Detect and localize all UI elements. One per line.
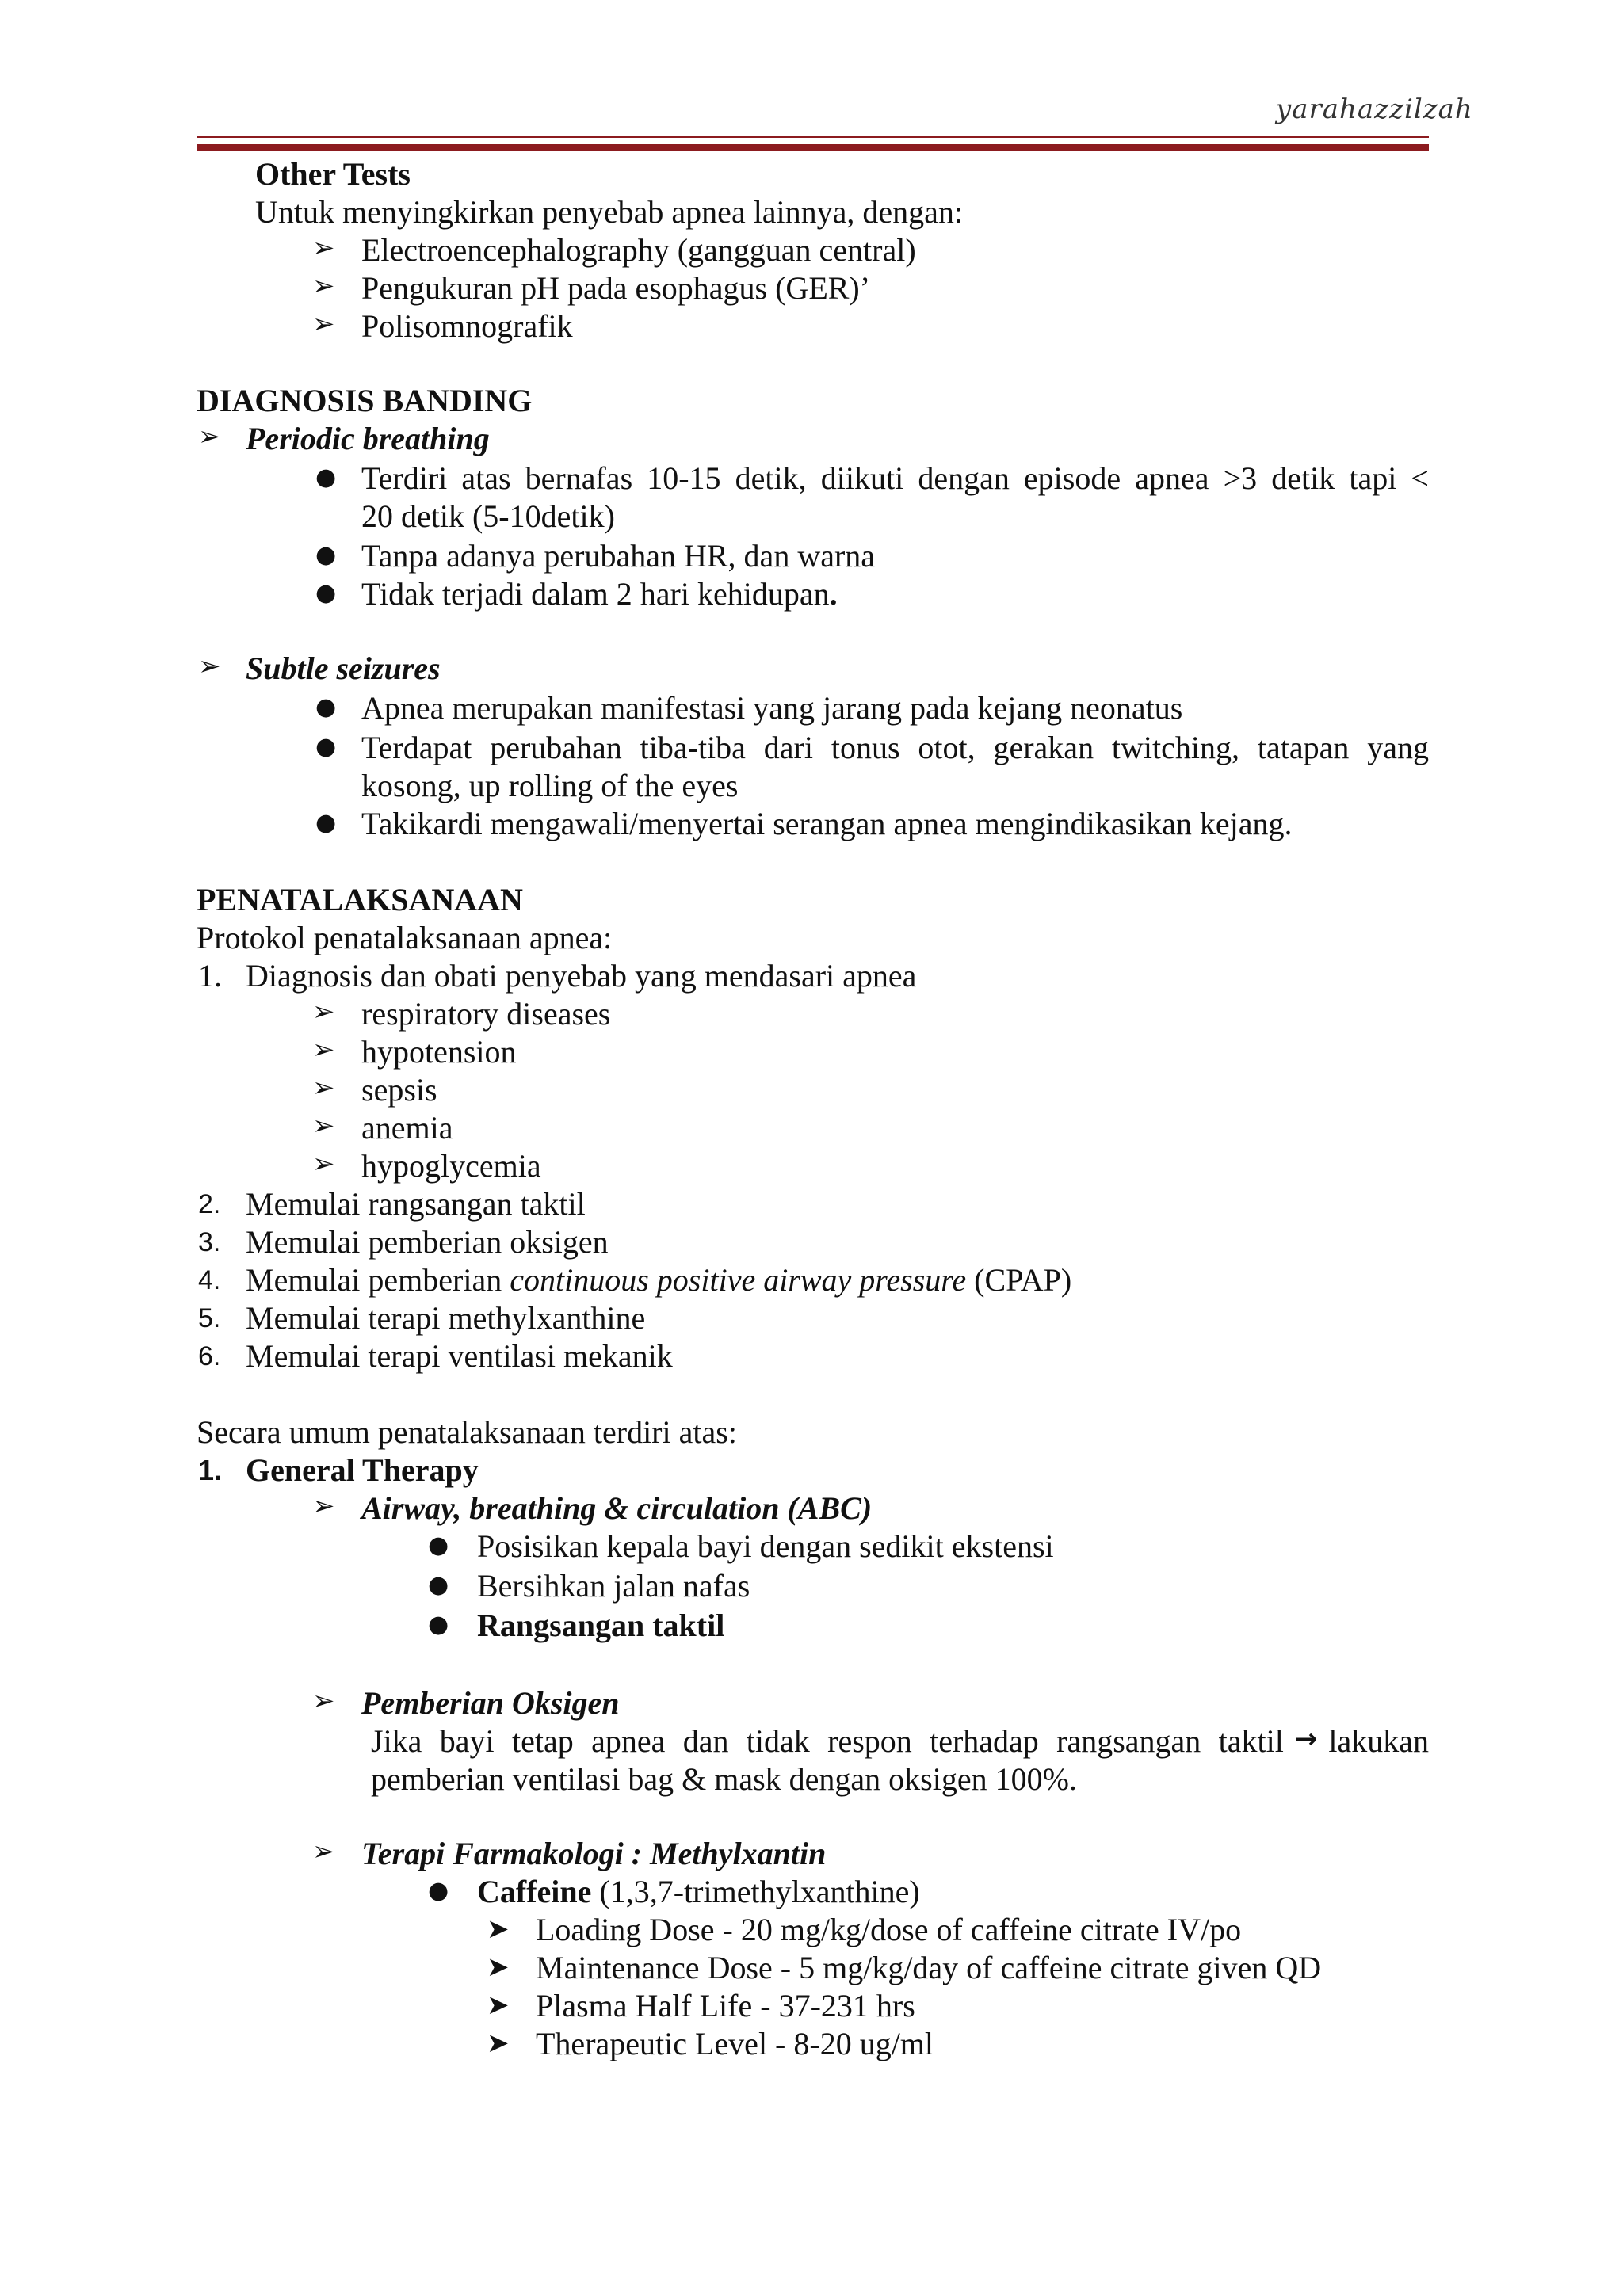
arrow-bullet-icon: ➢ — [312, 308, 335, 340]
arrow-bullet-icon: ➢ — [198, 421, 221, 452]
caffeine-detail: Plasma Half Life - 37-231 hrs — [536, 1988, 915, 2023]
step-text: Memulai rangsangan taktil — [246, 1186, 586, 1222]
oksigen-line-1: Jika bayi tetap apnea dan tidak respon terhadap rangsangan taktil → lakukan — [371, 1723, 1429, 1759]
other-tests-intro: Untuk menyingkirkan penyebab apnea lainnya, dengan: — [255, 194, 964, 230]
triangle-arrow-icon: ➤ — [487, 1913, 510, 1945]
general-therapy-title: General Therapy — [246, 1452, 479, 1488]
step-text: Memulai pemberian continuous positive airway pressure (CPAP) — [246, 1262, 1072, 1298]
bullet-icon: ● — [315, 809, 337, 837]
cause-item: anemia — [361, 1110, 453, 1146]
step-number: 6. — [198, 1341, 221, 1371]
arrow-bullet-icon: ➢ — [312, 232, 335, 264]
abc-title: Airway, breathing & circulation (ABC) — [361, 1490, 873, 1526]
arrow-bullet-icon: ➢ — [312, 1148, 335, 1180]
bullet-icon: ● — [315, 733, 337, 761]
other-tests-heading: Other Tests — [255, 156, 411, 192]
bullet-icon: ● — [428, 1571, 449, 1599]
penatalaksanaan-heading: PENATALAKSANAAN — [197, 882, 523, 917]
bullet-icon: ● — [315, 541, 337, 569]
arrow-bullet-icon: ➢ — [312, 270, 335, 302]
arrow-bullet-icon: ➢ — [198, 650, 221, 682]
bullet-icon: ● — [428, 1877, 449, 1905]
seizures-bullet-1: Apnea merupakan manifestasi yang jarang pada kejang neonatus — [361, 690, 1183, 726]
bullet-icon: ● — [428, 1531, 449, 1559]
header-author: yarahazzilzah — [1276, 93, 1473, 125]
other-tests-item: Pengukuran pH pada esophagus (GER)’ — [361, 270, 871, 306]
step-number: 1. — [198, 958, 222, 994]
step-text: Memulai pemberian oksigen — [246, 1224, 609, 1260]
arrow-bullet-icon: ➢ — [312, 996, 335, 1028]
abc-item: Bersihkan jalan nafas — [477, 1568, 750, 1604]
seizures-bullet-2-cont: kosong, up rolling of the eyes — [361, 768, 739, 803]
caffeine-detail: Maintenance Dose - 5 mg/kg/day of caffeine citrate given QD — [536, 1950, 1322, 1985]
step-text: Memulai terapi ventilasi mekanik — [246, 1338, 673, 1374]
cause-item: respiratory diseases — [361, 996, 611, 1032]
general-number: 1. — [198, 1454, 223, 1486]
seizures-bullet-2: Terdapat perubahan tiba-tiba dari tonus otot, gerakan twitching, tatapan yang — [361, 730, 1429, 765]
arrow-bullet-icon: ➢ — [312, 1072, 335, 1104]
diagnosis-banding-heading: DIAGNOSIS BANDING — [197, 383, 533, 418]
cause-item: sepsis — [361, 1072, 437, 1108]
arrow-bullet-icon: ➢ — [312, 1685, 335, 1717]
abc-item-bold: Rangsangan taktil — [477, 1608, 725, 1643]
oksigen-line-2: pemberian ventilasi bag & mask dengan oksigen 100%. — [371, 1761, 1077, 1797]
bullet-icon: ● — [428, 1611, 449, 1638]
arrow-bullet-icon: ➢ — [312, 1034, 335, 1066]
general-intro: Secara umum penatalaksanaan terdiri atas: — [197, 1414, 737, 1450]
step-1-text: Diagnosis dan obati penyebab yang mendasari apnea — [246, 958, 917, 994]
right-arrow-icon: → — [1294, 1723, 1318, 1755]
triangle-arrow-icon: ➤ — [487, 2027, 510, 2059]
step-number: 4. — [198, 1265, 221, 1295]
other-tests-item: Electroencephalography (gangguan central) — [361, 232, 916, 268]
arrow-bullet-icon: ➢ — [312, 1836, 335, 1867]
bullet-icon: ● — [315, 693, 337, 721]
bullet-icon: ● — [315, 463, 337, 491]
header-rule-thick — [197, 144, 1429, 151]
caffeine-item: Caffeine (1,3,7-trimethylxanthine) — [477, 1874, 920, 1909]
caffeine-detail: Therapeutic Level - 8-20 ug/ml — [536, 2026, 934, 2061]
seizures-bullet-3: Takikardi mengawali/menyertai serangan apnea mengindikasikan kejang. — [361, 806, 1293, 841]
penatalaksanaan-intro: Protokol penatalaksanaan apnea: — [197, 920, 613, 955]
periodic-bullet-3: Tidak terjadi dalam 2 hari kehidupan. — [361, 576, 838, 612]
triangle-arrow-icon: ➤ — [487, 1951, 510, 1983]
oksigen-title: Pemberian Oksigen — [361, 1685, 620, 1721]
cause-item: hypoglycemia — [361, 1148, 541, 1184]
abc-item: Posisikan kepala bayi dengan sedikit ekstensi — [477, 1528, 1054, 1564]
periodic-bullet-2: Tanpa adanya perubahan HR, dan warna — [361, 538, 876, 574]
other-tests-item: Polisomnografik — [361, 308, 573, 344]
triangle-arrow-icon: ➤ — [487, 1989, 510, 2021]
periodic-bullet-1: Terdiri atas bernafas 10-15 detik, diikuti dengan episode apnea >3 detik tapi < — [361, 460, 1429, 496]
periodic-breathing-title: Periodic breathing — [246, 421, 490, 456]
arrow-bullet-icon: ➢ — [312, 1490, 335, 1522]
step-number: 5. — [198, 1303, 221, 1333]
periodic-bullet-1-cont: 20 detik (5-10detik) — [361, 498, 615, 534]
step-number: 3. — [198, 1227, 221, 1257]
step-text: Memulai terapi methylxanthine — [246, 1300, 646, 1336]
arrow-bullet-icon: ➢ — [312, 1110, 335, 1142]
cause-item: hypotension — [361, 1034, 517, 1070]
step-number: 2. — [198, 1189, 221, 1219]
farmakologi-title: Terapi Farmakologi : Methylxantin — [361, 1836, 827, 1871]
subtle-seizures-title: Subtle seizures — [246, 650, 441, 686]
header-rule-thin — [197, 136, 1429, 138]
caffeine-detail: Loading Dose - 20 mg/kg/dose of caffeine citrate IV/po — [536, 1912, 1242, 1947]
bullet-icon: ● — [315, 579, 337, 607]
